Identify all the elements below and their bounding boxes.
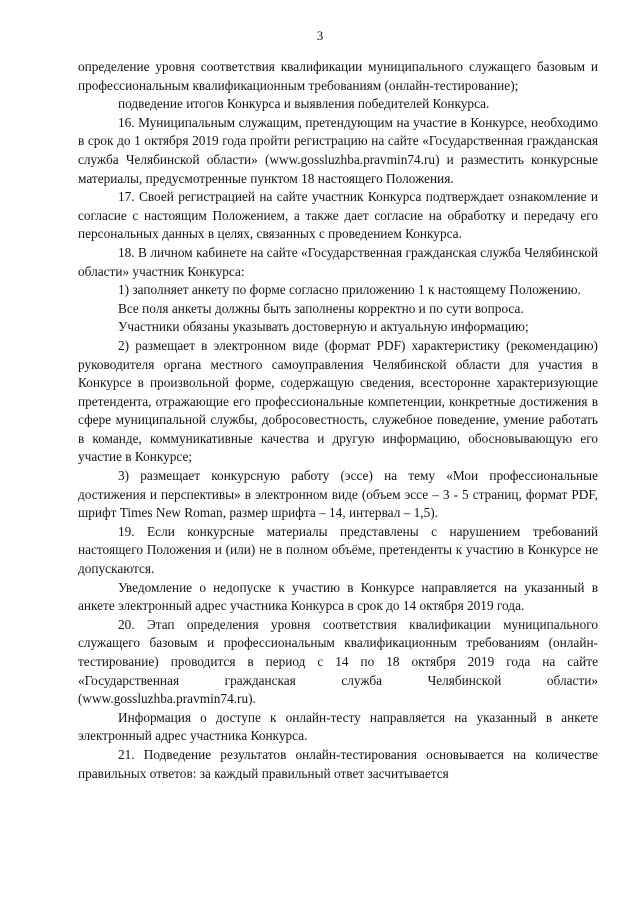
paragraph: 20. Этап определения уровня соответствия квалификации муниципального служащего базовым и профессиональным квалификационным требованиям (онлайн-тестирование) проводится в период с 14 по 18 октября 2019 года на сайте «Государственная гражданская служба Челябинской области» (www.gossluzhba.pravmin74.ru). (78, 616, 598, 707)
paragraph: 3) размещает конкурсную работу (эссе) на тему «Мои профессиональные достижения и перспективы» в электронном виде (объем эссе – 3 - 5 страниц, формат PDF, шрифт Times New Roman, размер шрифта – 14, интервал – 1,5). (78, 468, 598, 521)
page-number: 3 (316, 28, 324, 43)
paragraph: 18. В личном кабинете на сайте «Государственная гражданская служба Челябинской области» участник Конкурса: (78, 244, 598, 279)
paragraph: Все поля анкеты должны быть заполнены корректно и по сути вопроса. (118, 300, 524, 316)
paragraph: Уведомление о недопуске к участию в Конкурсе направляется на указанный в анкете электронный адрес участника Конкурса в срок до 14 октября 2019 года. (78, 579, 598, 614)
paragraph: 1) заполняет анкету по форме согласно приложению 1 к настоящему Положению. (118, 282, 581, 298)
paragraph: 19. Если конкурсные материалы представлены с нарушением требований настоящего Положения и (или) не в полном объёме, претенденты к участию в Конкурсе не допускаются. (78, 523, 598, 577)
document-body (78, 58, 598, 783)
paragraph: 17. Своей регистрацией на сайте участник Конкурса подтверждает ознакомление и согласие с настоящим Положением, а также дает согласие на обработку и передачу его персональных данных в целях, связанных с проведением Конкурса. (78, 189, 598, 242)
paragraph: 16. Муниципальным служащим, претендующим на участие в Конкурсе, необходимо в срок до 1 октября 2019 года пройти регистрацию на сайте «Государственная гражданская служба Челябинской области» (www.gossluzhba.pravmin74.ru) и разместить конкурсные материалы, предусмотренные пунктом 18 настоящего Положения. (78, 114, 598, 186)
paragraph: 21. Подведение результатов онлайн-тестирования основывается на количестве правильных ответов: за каждый правильный ответ засчитывается (78, 746, 598, 781)
paragraph: 2) размещает в электронном виде (формат PDF) характеристику (рекомендацию) руководителя органа местного самоуправления Челябинской области для участия в Конкурсе в произвольной форме, содержащую сведения, всесторонне характеризующие претендента, отражающие его профессиональные компетенции, конкретные достижения в сфере муниципальной службы, добросовестность, служебное поведение, умение работать в команде, коммуникативные качества и другую информацию, обосновывающую его участие в Конкурсе; (78, 337, 598, 465)
paragraph: подведение итогов Конкурса и выявления победителей Конкурса. (118, 96, 490, 112)
paragraph: Информация о доступе к онлайн-тесту направляется на указанный в анкете электронный адрес участника Конкурса. (78, 709, 598, 744)
paragraph: Участники обязаны указывать достоверную и актуальную информацию; (118, 319, 529, 335)
paragraph: определение уровня соответствия квалификации муниципального служащего базовым и профессиональным квалификационным требованиям (онлайн-тестирование); (78, 59, 598, 93)
